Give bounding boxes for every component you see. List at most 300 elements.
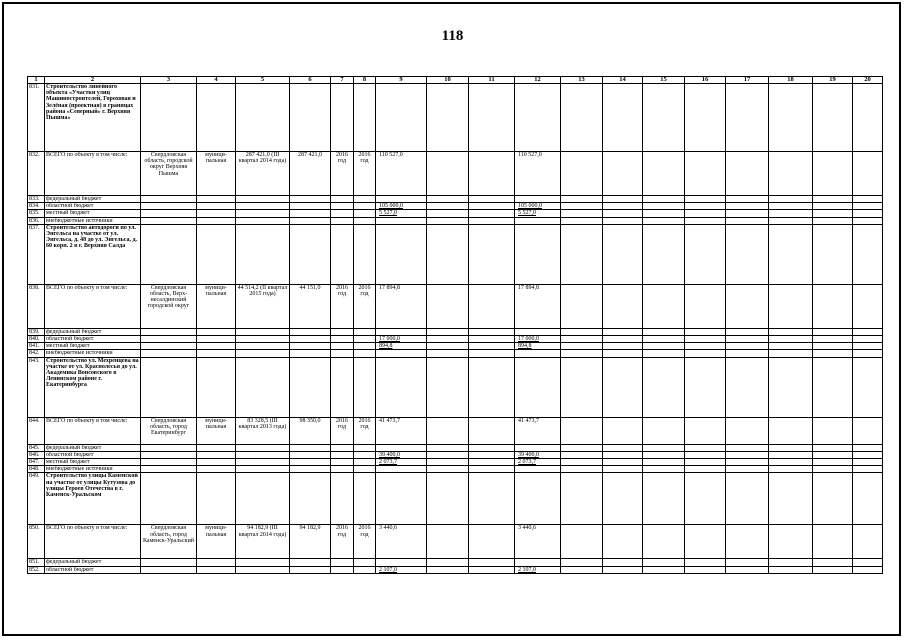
- row-value-col12: [515, 84, 561, 152]
- row-cost: [290, 217, 331, 224]
- row-value-col12: [515, 196, 561, 203]
- row-col17: [726, 444, 769, 451]
- row-col17: [726, 196, 769, 203]
- row-location: [141, 336, 197, 343]
- row-col13: [561, 451, 603, 458]
- row-name: ВСЕГО по объекту в том числе:: [45, 417, 141, 444]
- row-col14: [603, 336, 643, 343]
- row-year-start: [331, 336, 354, 343]
- row-col16: [685, 328, 726, 335]
- row-col16: [685, 343, 726, 350]
- row-col18: [769, 451, 813, 458]
- row-year-end: [354, 210, 376, 217]
- row-value-col12: [515, 343, 561, 350]
- row-col18: [769, 466, 813, 473]
- row-col15: [643, 417, 685, 444]
- row-col15: [643, 328, 685, 335]
- row-location: [141, 466, 197, 473]
- row-col11: [469, 328, 515, 335]
- row-year-end: [354, 343, 376, 350]
- row-col16: [685, 444, 726, 451]
- row-col15: [643, 336, 685, 343]
- row-col19: [813, 152, 853, 196]
- row-location: [141, 559, 197, 566]
- row-year-start: [331, 566, 354, 573]
- row-year-start: [331, 350, 354, 357]
- row-col20: [853, 284, 883, 328]
- row-year-start: 2016 год: [331, 152, 354, 196]
- row-col14: [603, 84, 643, 152]
- row-year-start: [331, 444, 354, 451]
- row-capacity: 44 514,2 (II квартал 2015 года): [236, 284, 290, 328]
- row-col10: [427, 525, 469, 559]
- row-col17: [726, 328, 769, 335]
- row-col11: [469, 203, 515, 210]
- row-value-col12-text: 39 400,0: [518, 451, 539, 458]
- table-row: [28, 559, 883, 566]
- row-col16: [685, 350, 726, 357]
- row-value-col12: [515, 444, 561, 451]
- row-col14: [603, 466, 643, 473]
- row-col19: [813, 357, 853, 417]
- row-col15: [643, 459, 685, 466]
- row-col15: [643, 357, 685, 417]
- row-col14: [603, 559, 643, 566]
- row-name: ВСЕГО по объекту в том числе:: [45, 525, 141, 559]
- table-row: [28, 224, 883, 284]
- row-col17: [726, 566, 769, 573]
- row-capacity: 94 182,9 (III квартал 2014 года): [236, 525, 290, 559]
- row-cost: 98 350,0: [290, 417, 331, 444]
- row-location: [141, 196, 197, 203]
- row-name: ВСЕГО по объекту в том числе:: [45, 152, 141, 196]
- row-col20: [853, 210, 883, 217]
- row-year-end: [354, 451, 376, 458]
- row-col11: [469, 336, 515, 343]
- row-col10: [427, 343, 469, 350]
- row-col10: [427, 284, 469, 328]
- row-cost: [290, 224, 331, 284]
- column-header-3: 3: [141, 77, 197, 84]
- row-col10: [427, 224, 469, 284]
- row-cost: [290, 203, 331, 210]
- row-col10: [427, 152, 469, 196]
- row-location: [141, 328, 197, 335]
- row-year-start: [331, 224, 354, 284]
- row-col15: [643, 217, 685, 224]
- row-col16: [685, 152, 726, 196]
- row-year-start: [331, 84, 354, 152]
- row-value-col9: [376, 451, 427, 458]
- row-value-col9: [376, 217, 427, 224]
- table-row: [28, 350, 883, 357]
- row-cost: [290, 451, 331, 458]
- row-col17: [726, 357, 769, 417]
- row-col18: [769, 473, 813, 525]
- row-col17: [726, 224, 769, 284]
- row-col19: [813, 224, 853, 284]
- row-col16: [685, 210, 726, 217]
- table-row: [28, 459, 883, 466]
- row-year-end: [354, 328, 376, 335]
- row-location: [141, 217, 197, 224]
- row-ownership: [197, 444, 236, 451]
- row-year-end: 2016 год: [354, 152, 376, 196]
- column-header-5: 5: [236, 77, 290, 84]
- row-capacity: [236, 473, 290, 525]
- row-value-col9-text: 17 000,0: [379, 336, 400, 343]
- row-col16: [685, 224, 726, 284]
- row-col13: [561, 224, 603, 284]
- row-number: 851.: [28, 559, 45, 566]
- row-number: 840.: [28, 336, 45, 343]
- row-year-end: [354, 466, 376, 473]
- column-header-19: 19: [813, 77, 853, 84]
- row-col17: [726, 336, 769, 343]
- table-row: [28, 84, 883, 152]
- row-value-col12-text: 2 073,7: [518, 459, 536, 466]
- row-col14: [603, 217, 643, 224]
- row-number: 848.: [28, 466, 45, 473]
- row-col16: [685, 336, 726, 343]
- row-col18: [769, 525, 813, 559]
- row-col15: [643, 473, 685, 525]
- row-year-end: [354, 444, 376, 451]
- row-name: ВСЕГО по объекту в том числе:: [45, 284, 141, 328]
- row-col15: [643, 224, 685, 284]
- row-col17: [726, 473, 769, 525]
- row-col14: [603, 350, 643, 357]
- row-number: 845.: [28, 444, 45, 451]
- row-col11: [469, 152, 515, 196]
- row-year-end: 2016 год: [354, 525, 376, 559]
- row-location: [141, 343, 197, 350]
- row-capacity: [236, 566, 290, 573]
- row-ownership: [197, 336, 236, 343]
- table-row: [28, 566, 883, 573]
- row-ownership: [197, 217, 236, 224]
- row-location: [141, 444, 197, 451]
- row-value-col12: [515, 217, 561, 224]
- row-col13: [561, 284, 603, 328]
- page-number: 118: [441, 28, 464, 44]
- row-value-col9: [376, 459, 427, 466]
- row-year-start: 2016 год: [331, 417, 354, 444]
- row-capacity: [236, 350, 290, 357]
- row-col15: [643, 152, 685, 196]
- row-capacity: [236, 343, 290, 350]
- row-number: 843.: [28, 357, 45, 417]
- row-col16: [685, 203, 726, 210]
- table-row: [28, 196, 883, 203]
- row-col15: [643, 451, 685, 458]
- row-col17: [726, 350, 769, 357]
- row-col20: [853, 84, 883, 152]
- column-header-2: 2: [45, 77, 141, 84]
- row-col16: [685, 451, 726, 458]
- row-capacity: [236, 336, 290, 343]
- row-col17: [726, 417, 769, 444]
- row-col18: [769, 217, 813, 224]
- row-value-col12: [515, 459, 561, 466]
- row-col14: [603, 210, 643, 217]
- row-ownership: муници-пальная: [197, 525, 236, 559]
- row-ownership: [197, 196, 236, 203]
- row-col15: [643, 343, 685, 350]
- row-col11: [469, 210, 515, 217]
- row-location: [141, 357, 197, 417]
- row-col20: [853, 559, 883, 566]
- row-col11: [469, 473, 515, 525]
- row-col14: [603, 473, 643, 525]
- row-col20: [853, 203, 883, 210]
- row-col13: [561, 444, 603, 451]
- row-col14: [603, 451, 643, 458]
- row-col17: [726, 466, 769, 473]
- row-col10: [427, 459, 469, 466]
- table-row: [28, 203, 883, 210]
- row-year-end: 2016 год: [354, 284, 376, 328]
- row-cost: [290, 466, 331, 473]
- row-value-col9: 110 527,0: [376, 152, 427, 196]
- row-name: Строительство улицы Каменской на участке от улицы Кутузова до улицы Героев Отечества в г. Каменск-Уральском: [45, 473, 141, 525]
- row-capacity: [236, 196, 290, 203]
- row-col18: [769, 343, 813, 350]
- row-col13: [561, 417, 603, 444]
- row-col15: [643, 466, 685, 473]
- row-col20: [853, 328, 883, 335]
- row-col19: [813, 459, 853, 466]
- row-col13: [561, 473, 603, 525]
- row-col19: [813, 417, 853, 444]
- row-cost: 94 182,9: [290, 525, 331, 559]
- row-col14: [603, 203, 643, 210]
- row-year-start: [331, 473, 354, 525]
- row-cost: [290, 328, 331, 335]
- table-row: [28, 417, 883, 444]
- table-row: [28, 217, 883, 224]
- row-name: федеральный бюджет: [45, 559, 141, 566]
- column-header-11: 11: [469, 77, 515, 84]
- row-year-end: [354, 196, 376, 203]
- row-year-start: [331, 196, 354, 203]
- row-ownership: [197, 350, 236, 357]
- row-location: Свердловская область, городской округ Верхняя Пышма: [141, 152, 197, 196]
- column-header-6: 6: [290, 77, 331, 84]
- row-col11: [469, 566, 515, 573]
- row-value-col9-text: 2 107,0: [379, 566, 397, 573]
- row-col19: [813, 196, 853, 203]
- row-value-col9-text: 5 527,0: [379, 210, 397, 217]
- row-col10: [427, 84, 469, 152]
- row-col13: [561, 328, 603, 335]
- row-col19: [813, 451, 853, 458]
- row-year-end: 2016 год: [354, 417, 376, 444]
- row-cost: [290, 459, 331, 466]
- row-col14: [603, 525, 643, 559]
- row-location: Свердловская область, город Каменск-Уральский: [141, 525, 197, 559]
- row-ownership: [197, 451, 236, 458]
- column-header-10: 10: [427, 77, 469, 84]
- row-col18: [769, 417, 813, 444]
- row-col17: [726, 284, 769, 328]
- row-cost: [290, 357, 331, 417]
- row-col13: [561, 336, 603, 343]
- row-ownership: [197, 84, 236, 152]
- row-col13: [561, 459, 603, 466]
- row-col20: [853, 444, 883, 451]
- row-col10: [427, 357, 469, 417]
- row-value-col12: [515, 336, 561, 343]
- row-cost: [290, 473, 331, 525]
- row-location: [141, 84, 197, 152]
- row-number: 850.: [28, 525, 45, 559]
- row-number: 833.: [28, 196, 45, 203]
- row-col13: [561, 466, 603, 473]
- row-year-start: 2016 год: [331, 284, 354, 328]
- column-header-16: 16: [685, 77, 726, 84]
- row-number: 841.: [28, 343, 45, 350]
- row-col17: [726, 210, 769, 217]
- row-col11: [469, 559, 515, 566]
- column-header-14: 14: [603, 77, 643, 84]
- row-col11: [469, 459, 515, 466]
- row-value-col12: [515, 203, 561, 210]
- row-year-end: [354, 350, 376, 357]
- row-year-end: [354, 84, 376, 152]
- row-col15: [643, 203, 685, 210]
- row-ownership: [197, 473, 236, 525]
- column-header-8: 8: [354, 77, 376, 84]
- row-col15: [643, 196, 685, 203]
- row-value-col12: [515, 473, 561, 525]
- row-value-col12-text: 2 107,0: [518, 566, 536, 573]
- row-col17: [726, 559, 769, 566]
- row-year-end: [354, 566, 376, 573]
- row-col17: [726, 525, 769, 559]
- row-col14: [603, 328, 643, 335]
- row-value-col9: [376, 350, 427, 357]
- table-row: [28, 525, 883, 559]
- row-number: 835.: [28, 210, 45, 217]
- row-col17: [726, 84, 769, 152]
- row-col19: [813, 84, 853, 152]
- table-row: [28, 328, 883, 335]
- row-col11: [469, 284, 515, 328]
- row-number: 834.: [28, 203, 45, 210]
- row-capacity: [236, 217, 290, 224]
- row-value-col9: [376, 336, 427, 343]
- row-name: местный бюджет: [45, 210, 141, 217]
- row-name: областной бюджет: [45, 203, 141, 210]
- row-ownership: муници-пальная: [197, 417, 236, 444]
- row-number: 831.: [28, 84, 45, 152]
- row-col14: [603, 357, 643, 417]
- row-value-col9: [376, 466, 427, 473]
- row-col11: [469, 343, 515, 350]
- row-year-end: [354, 203, 376, 210]
- row-ownership: [197, 203, 236, 210]
- row-value-col12: [515, 210, 561, 217]
- row-col18: [769, 84, 813, 152]
- row-name: внебюджетные источники: [45, 217, 141, 224]
- row-name: федеральный бюджет: [45, 444, 141, 451]
- row-col16: [685, 217, 726, 224]
- row-col20: [853, 152, 883, 196]
- row-value-col9: 3 440,6: [376, 525, 427, 559]
- row-value-col9: [376, 84, 427, 152]
- row-value-col9: 17 894,8: [376, 284, 427, 328]
- table-row: [28, 451, 883, 458]
- row-location: Свердловская область, Верх-несалдинский городской округ: [141, 284, 197, 328]
- row-number: 832.: [28, 152, 45, 196]
- row-value-col9: [376, 196, 427, 203]
- row-cost: [290, 196, 331, 203]
- row-col17: [726, 203, 769, 210]
- row-col19: [813, 559, 853, 566]
- row-value-col12-text: 894,8: [518, 343, 532, 350]
- row-col10: [427, 566, 469, 573]
- row-col14: [603, 196, 643, 203]
- row-col15: [643, 559, 685, 566]
- row-year-start: [331, 357, 354, 417]
- row-capacity: [236, 451, 290, 458]
- row-col11: [469, 451, 515, 458]
- row-col16: [685, 473, 726, 525]
- row-cost: 287 421,0: [290, 152, 331, 196]
- row-col16: [685, 559, 726, 566]
- row-name: областной бюджет: [45, 566, 141, 573]
- table-row: [28, 152, 883, 196]
- row-cost: [290, 350, 331, 357]
- row-col13: [561, 152, 603, 196]
- row-number: 838.: [28, 284, 45, 328]
- row-capacity: [236, 224, 290, 284]
- row-col20: [853, 357, 883, 417]
- row-location: [141, 459, 197, 466]
- row-col11: [469, 444, 515, 451]
- row-ownership: [197, 466, 236, 473]
- row-value-col9: [376, 444, 427, 451]
- row-location: [141, 566, 197, 573]
- row-col10: [427, 451, 469, 458]
- row-col18: [769, 444, 813, 451]
- row-ownership: [197, 559, 236, 566]
- row-value-col12-text: 5 527,0: [518, 210, 536, 217]
- row-col11: [469, 84, 515, 152]
- row-col19: [813, 466, 853, 473]
- row-value-col9: [376, 210, 427, 217]
- row-value-col12: [515, 357, 561, 417]
- row-number: 836.: [28, 217, 45, 224]
- row-capacity: [236, 559, 290, 566]
- row-col20: [853, 525, 883, 559]
- row-value-col9: [376, 328, 427, 335]
- row-col16: [685, 466, 726, 473]
- row-col10: [427, 466, 469, 473]
- row-col19: [813, 444, 853, 451]
- row-ownership: [197, 566, 236, 573]
- row-cost: [290, 336, 331, 343]
- row-col10: [427, 559, 469, 566]
- row-col18: [769, 210, 813, 217]
- table-row: [28, 466, 883, 473]
- row-col17: [726, 217, 769, 224]
- row-col18: [769, 459, 813, 466]
- row-location: [141, 203, 197, 210]
- row-col11: [469, 224, 515, 284]
- row-col11: [469, 217, 515, 224]
